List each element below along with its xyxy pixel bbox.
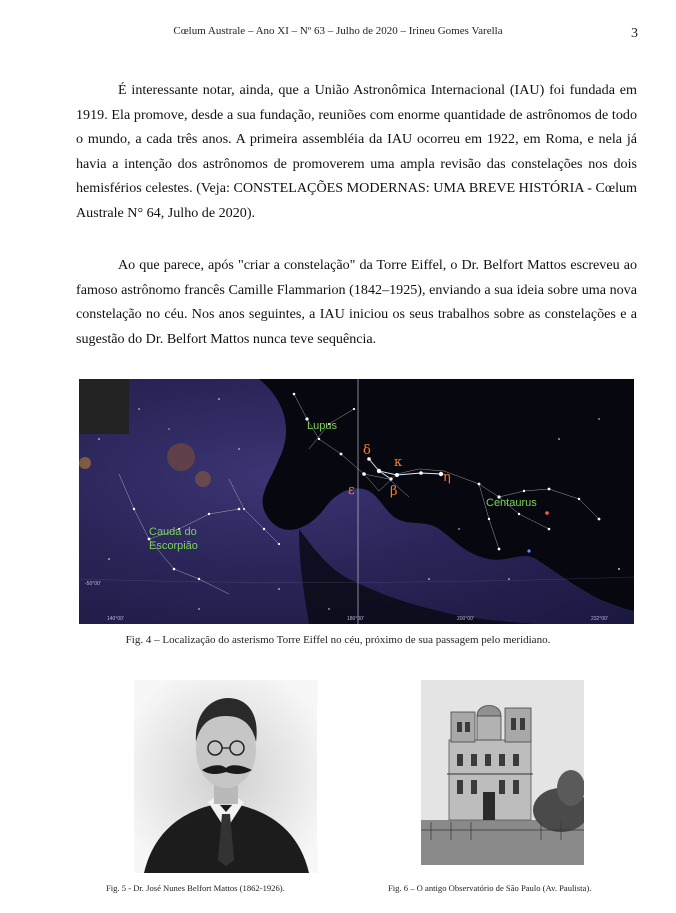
blue-star bbox=[527, 549, 530, 552]
label-cauda-line2: Escorpião bbox=[149, 540, 198, 552]
sky-chart-svg bbox=[79, 379, 634, 624]
paragraph-flammarion: Ao que parece, após "criar a constelação" da Torre Eiffel, o Dr. Belfort Mattos escreveu ao famoso astrônomo francês Camille Flammarion (1842–1925), enviando a sua ideia sobre uma nova constelação no céu. Nos anos seguintes, a IAU iniciou os seus trabalhos sobre as constelações e a sugestão do Dr. Belfort Mattos nunca teve sequência. bbox=[76, 257, 637, 347]
observatory-illustration bbox=[421, 680, 584, 865]
label-beta: β bbox=[390, 484, 398, 499]
label-centaurus: Centaurus bbox=[486, 497, 537, 509]
grid-label: 232°00' bbox=[591, 616, 608, 622]
paragraph-iau: É interessante notar, ainda, que a União Astronômica Internacional (IAU) foi fundada em 1919. Ela promove, desde a sua fundação, reuniões com enorme quantidade de astrônomos de todo o mundo, a cada três anos. A primeira assembléia da IAU ocorreu em 1922, em Roma, e nela já havia a intenção dos astrônomos de promoverem uma ampla revisão das constelações nos dois hemisférios celestes. (Veja: CONSTELAÇÕES MODERNAS: UMA BREVE HISTÓRIA - Cœlum Australe N° 64, Julho de 2020). bbox=[76, 82, 637, 221]
page-number: 3 bbox=[631, 26, 638, 41]
nebula-blob bbox=[167, 443, 195, 471]
figure5-caption: Fig. 5 - Dr. José Nunes Belfort Mattos (1862-1926). bbox=[106, 883, 285, 893]
red-star bbox=[545, 511, 549, 515]
figure-observatory bbox=[421, 680, 584, 865]
label-kappa: κ bbox=[394, 455, 403, 470]
nebula-blob bbox=[79, 457, 91, 469]
label-cauda-line1: Cauda do bbox=[149, 526, 197, 538]
label-eta: η bbox=[443, 470, 451, 485]
figure-portrait bbox=[134, 680, 317, 873]
running-header: Cœlum Australe – Ano XI – Nº 63 – Julho de 2020 – Irineu Gomes Varella bbox=[173, 25, 503, 37]
chart-corner-block bbox=[79, 379, 129, 434]
grid-line bbox=[79, 577, 634, 583]
grid-label: 200°00' bbox=[457, 616, 474, 622]
grid-label: 180°00' bbox=[347, 616, 364, 622]
label-epsilon: ε bbox=[348, 483, 355, 498]
label-lupus: Lupus bbox=[307, 420, 337, 432]
portrait-illustration bbox=[134, 680, 317, 873]
grid-label: 140°00' bbox=[107, 616, 124, 622]
nebula-blob bbox=[195, 471, 211, 487]
label-delta: δ bbox=[363, 443, 371, 458]
figure-sky-chart bbox=[79, 379, 634, 624]
figure6-caption: Fig. 6 – O antigo Observatório de São Paulo (Av. Paulista). bbox=[388, 883, 592, 893]
figure4-caption: Fig. 4 – Localização do asterismo Torre Eiffel no céu, próximo de sua passagem pelo meridiano. bbox=[125, 634, 551, 646]
grid-label: -50°00' bbox=[85, 581, 101, 587]
